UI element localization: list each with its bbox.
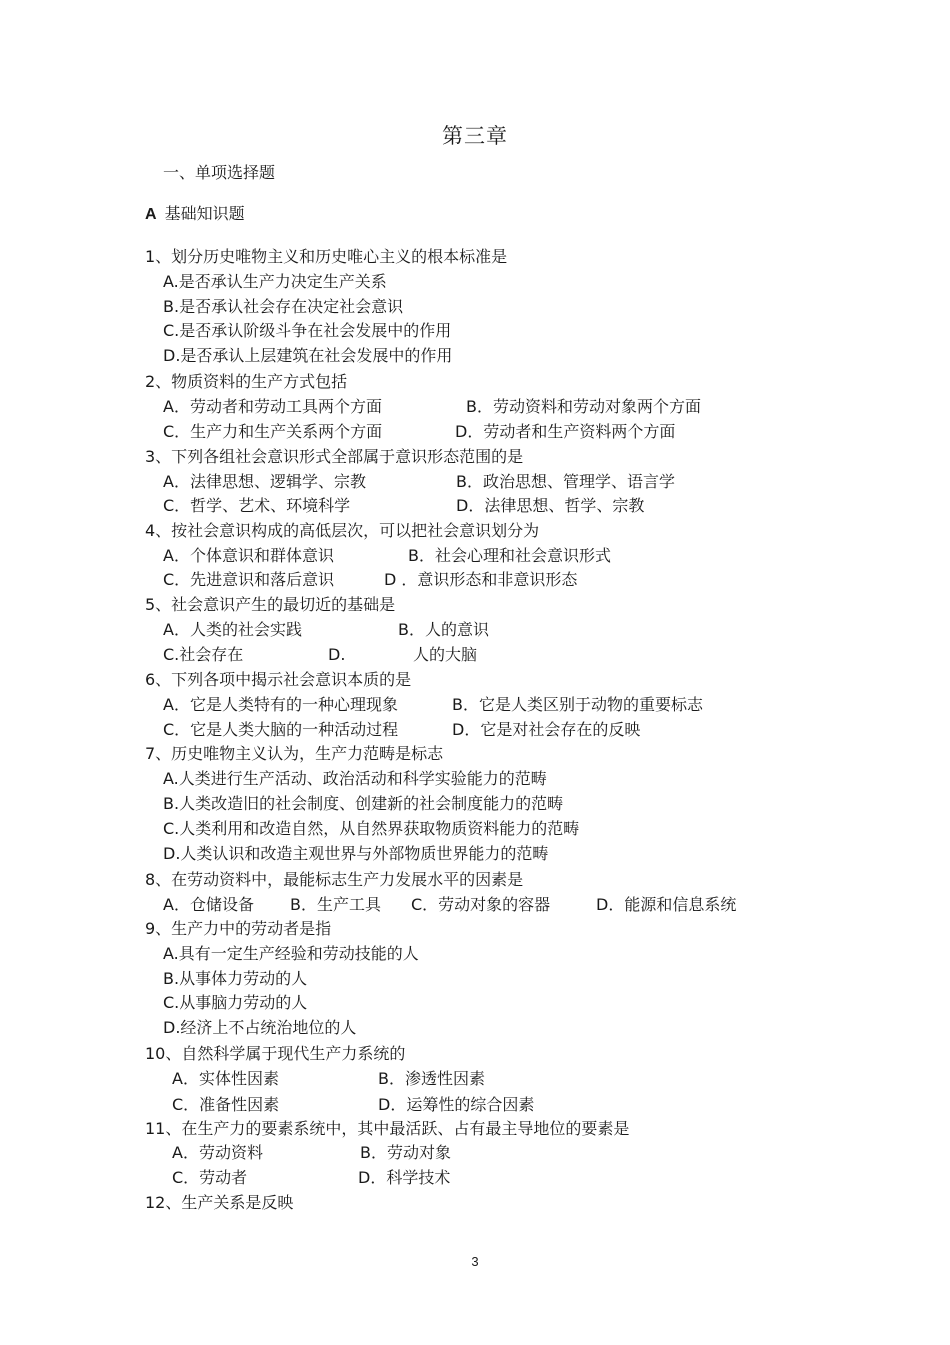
question-10: 10、自然科学属于现代生产力系统的 (145, 1044, 406, 1063)
question-2: 2、物质资料的生产方式包括 (145, 372, 348, 391)
q11-option-d: D．科学技术 (358, 1168, 451, 1187)
q8-option-a: A．仓储设备 (163, 895, 254, 914)
question-6: 6、下列各项中揭示社会意识本质的是 (145, 670, 412, 689)
q2-option-c: C．生产力和生产关系两个方面 (163, 422, 383, 441)
q4-option-b: B．社会心理和社会意识形式 (408, 546, 611, 565)
q3-option-c: C．哲学、艺术、环境科学 (163, 496, 351, 515)
question-1: 1、划分历史唯物主义和历史唯心主义的根本标准是 (145, 247, 508, 266)
q8-option-d: D．能源和信息系统 (596, 895, 737, 914)
q2-option-a: A．劳动者和劳动工具两个方面 (163, 397, 382, 416)
question-9: 9、生产力中的劳动者是指 (145, 919, 332, 938)
q9-option-d: D.经济上不占统治地位的人 (163, 1018, 357, 1037)
q7-option-d: D.人类认识和改造主观世界与外部物质世界能力的范畴 (163, 844, 549, 863)
q10-option-d: D．运筹性的综合因素 (378, 1095, 535, 1114)
q2-option-d: D．劳动者和生产资料两个方面 (455, 422, 676, 441)
q4-option-a: A．个体意识和群体意识 (163, 546, 334, 565)
q8-option-b: B．生产工具 (290, 895, 381, 914)
q10-option-a: A．实体性因素 (172, 1069, 279, 1088)
q3-option-a: A．法律思想、逻辑学、宗教 (163, 472, 366, 491)
q9-option-a: A.具有一定生产经验和劳动技能的人 (163, 944, 419, 963)
question-4: 4、按社会意识构成的高低层次，可以把社会意识划分为 (145, 521, 540, 540)
q5-option-d-letter: D. (328, 645, 346, 664)
q11-option-b: B．劳动对象 (360, 1143, 451, 1162)
q1-option-b: B.是否承认社会存在决定社会意识 (163, 297, 404, 316)
q8-option-c: C．劳动对象的容器 (411, 895, 551, 914)
subsection-text: 基础知识题 (164, 204, 245, 223)
q7-option-a: A.人类进行生产活动、政治活动和科学实验能力的范畴 (163, 769, 547, 788)
q1-option-a: A.是否承认生产力决定生产关系 (163, 272, 387, 291)
subsection-letter: A (145, 206, 157, 223)
q7-option-c: C.人类利用和改造自然，从自然界获取物质资料能力的范畴 (163, 819, 580, 838)
question-7: 7、历史唯物主义认为，生产力范畴是标志 (145, 744, 444, 763)
chapter-title: 第三章 (442, 124, 508, 148)
question-5: 5、社会意识产生的最切近的基础是 (145, 595, 396, 614)
question-3: 3、下列各组社会意识形式全部属于意识形态范围的是 (145, 447, 524, 466)
q6-option-a: A．它是人类特有的一种心理现象 (163, 695, 398, 714)
subsection-heading (145, 201, 245, 224)
q6-option-c: C．它是人类大脑的一种活动过程 (163, 720, 399, 739)
q6-option-b: B．它是人类区别于动物的重要标志 (452, 695, 703, 714)
q9-option-c: C.从事脑力劳动的人 (163, 993, 308, 1012)
page-number: 3 (471, 1254, 479, 1269)
q3-option-d: D．法律思想、哲学、宗教 (456, 496, 645, 515)
q10-option-c: C．准备性因素 (172, 1095, 280, 1114)
q5-option-a: A．人类的社会实践 (163, 620, 302, 639)
question-11: 11、在生产力的要素系统中，其中最活跃、占有最主导地位的要素是 (145, 1119, 630, 1138)
q6-option-d: D．它是对社会存在的反映 (452, 720, 641, 739)
q2-option-b: B．劳动资料和劳动对象两个方面 (466, 397, 701, 416)
q10-option-b: B．渗透性因素 (378, 1069, 485, 1088)
q5-option-b: B．人的意识 (398, 620, 489, 639)
q4-option-d: D ．意识形态和非意识形态 (384, 570, 578, 589)
q3-option-b: B．政治思想、管理学、语言学 (456, 472, 675, 491)
question-12: 12、生产关系是反映 (145, 1193, 294, 1212)
q7-option-b: B.人类改造旧的社会制度、创建新的社会制度能力的范畴 (163, 794, 564, 813)
q1-option-c: C.是否承认阶级斗争在社会发展中的作用 (163, 321, 452, 340)
q11-option-c: C．劳动者 (172, 1168, 248, 1187)
q11-option-a: A．劳动资料 (172, 1143, 263, 1162)
question-8: 8、在劳动资料中，最能标志生产力发展水平的因素是 (145, 870, 524, 889)
q5-option-d-text: 人的大脑 (413, 645, 478, 664)
section-heading: 一、单项选择题 (163, 163, 276, 182)
q1-option-d: D.是否承认上层建筑在社会发展中的作用 (163, 346, 453, 365)
q4-option-c: C．先进意识和落后意识 (163, 570, 335, 589)
q9-option-b: B.从事体力劳动的人 (163, 969, 308, 988)
q5-option-c: C.社会存在 (163, 645, 244, 664)
